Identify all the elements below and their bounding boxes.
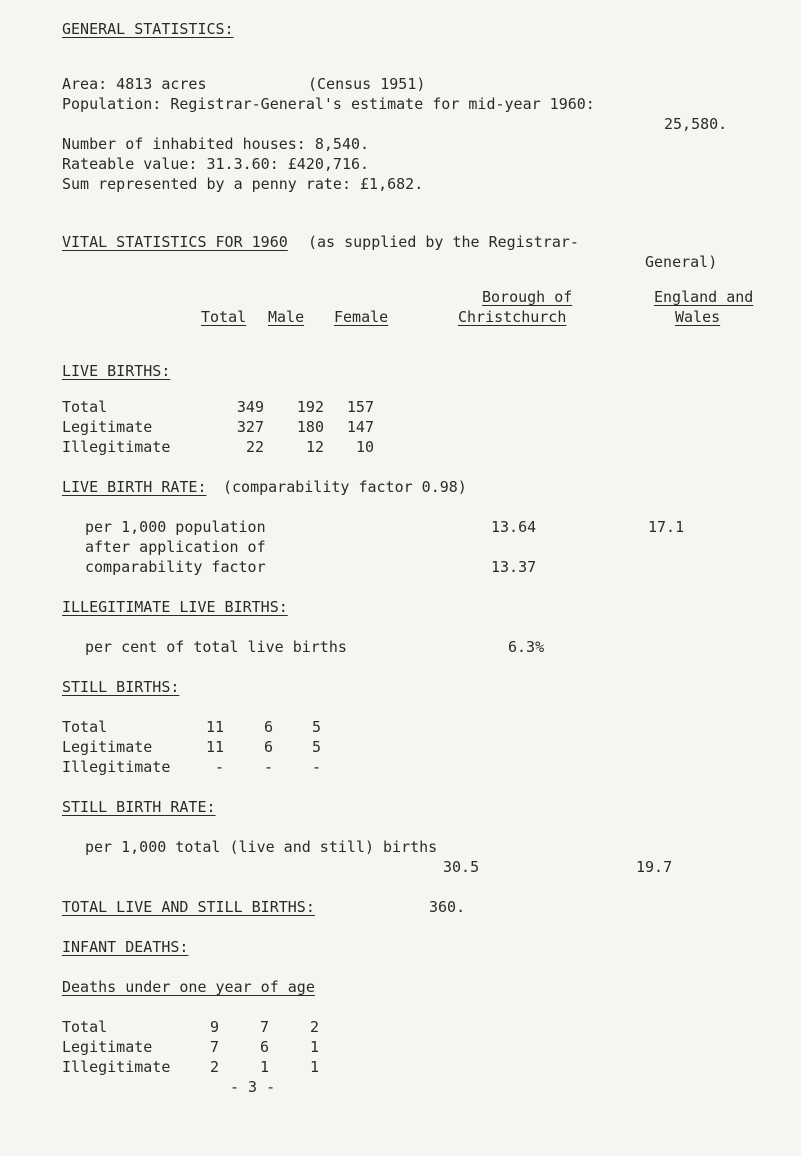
infant-deaths-heading: INFANT DEATHS:: [62, 938, 189, 956]
still-total-label: Total: [62, 718, 108, 736]
infant-illegit-female: 1: [309, 1058, 319, 1076]
still-total-male: 6: [263, 718, 273, 736]
infant-legit-label: Legitimate: [62, 1038, 153, 1056]
vital-heading: VITAL STATISTICS FOR 1960: [62, 233, 288, 251]
live-illegit-total: 22: [245, 438, 264, 456]
live-illegit-female: 10: [355, 438, 374, 456]
live-legit-male: 180: [296, 418, 324, 436]
houses-line: Number of inhabited houses: 8,540.: [62, 135, 370, 153]
still-total-total: 11: [205, 718, 224, 736]
live-total-male: 192: [296, 398, 324, 416]
vital-note-2: General): [645, 253, 718, 271]
still-illegit-total: -: [214, 758, 224, 776]
infant-total-female: 2: [309, 1018, 319, 1036]
lbr-borough-3: 13.37: [491, 558, 537, 576]
sbr-borough: 30.5: [443, 858, 480, 876]
live-illegit-label: Illegitimate: [62, 438, 171, 456]
total-births-value: 360.: [429, 898, 466, 916]
live-births-heading: LIVE BIRTHS:: [62, 362, 171, 380]
live-legit-total: 327: [236, 418, 264, 436]
infant-total-male: 7: [259, 1018, 269, 1036]
sbr-england: 19.7: [636, 858, 673, 876]
rateable-line: Rateable value: 31.3.60: £420,716.: [62, 155, 370, 173]
still-legit-female: 5: [311, 738, 321, 756]
penny-rate-line: Sum represented by a penny rate: £1,682.: [62, 175, 424, 193]
lbr-line1: per 1,000 population: [85, 518, 266, 536]
lbr-borough-1: 13.64: [491, 518, 537, 536]
census-note: (Census 1951): [308, 75, 426, 93]
still-births-heading: STILL BIRTHS:: [62, 678, 180, 696]
illegit-value: 6.3%: [508, 638, 545, 656]
still-total-female: 5: [311, 718, 321, 736]
still-illegit-label: Illegitimate: [62, 758, 171, 776]
vital-note-1: (as supplied by the Registrar-: [308, 233, 579, 251]
still-birth-rate-heading: STILL BIRTH RATE:: [62, 798, 216, 816]
general-heading: GENERAL STATISTICS:: [62, 20, 234, 38]
infant-illegit-label: Illegitimate: [62, 1058, 171, 1076]
lbr-line2: after application of: [85, 538, 266, 556]
still-legit-label: Legitimate: [62, 738, 153, 756]
still-illegit-male: -: [263, 758, 273, 776]
live-legit-label: Legitimate: [62, 418, 153, 436]
lbr-line3: comparability factor: [85, 558, 266, 576]
area-line: Area: 4813 acres: [62, 75, 207, 93]
col-borough-2: Christchurch: [458, 308, 567, 326]
infant-illegit-total: 2: [209, 1058, 219, 1076]
col-male: Male: [268, 308, 305, 326]
live-illegit-male: 12: [305, 438, 324, 456]
infant-legit-male: 6: [259, 1038, 269, 1056]
infant-deaths-subheading: Deaths under one year of age: [62, 978, 315, 996]
live-total-label: Total: [62, 398, 108, 416]
live-birth-rate-heading: LIVE BIRTH RATE:: [62, 478, 207, 496]
sbr-line: per 1,000 total (live and still) births: [85, 838, 438, 856]
infant-illegit-male: 1: [259, 1058, 269, 1076]
live-total-female: 157: [346, 398, 374, 416]
col-borough-1: Borough of: [482, 288, 573, 306]
infant-legit-female: 1: [309, 1038, 319, 1056]
illegit-line: per cent of total live births: [85, 638, 347, 656]
col-england-1: England and: [654, 288, 754, 306]
page-number: - 3 -: [230, 1078, 276, 1096]
illegit-heading: ILLEGITIMATE LIVE BIRTHS:: [62, 598, 288, 616]
live-legit-female: 147: [346, 418, 374, 436]
infant-total-label: Total: [62, 1018, 108, 1036]
total-births-label: TOTAL LIVE AND STILL BIRTHS:: [62, 898, 315, 916]
population-line: Population: Registrar-General's estimate for mid-year 1960:: [62, 95, 595, 113]
col-england-2: Wales: [675, 308, 721, 326]
still-legit-total: 11: [205, 738, 224, 756]
infant-legit-total: 7: [209, 1038, 219, 1056]
population-value: 25,580.: [664, 115, 728, 133]
col-total: Total: [201, 308, 247, 326]
still-illegit-female: -: [311, 758, 321, 776]
comparability-note: (comparability factor 0.98): [223, 478, 467, 496]
live-total-total: 349: [236, 398, 264, 416]
col-female: Female: [334, 308, 389, 326]
lbr-england-1: 17.1: [648, 518, 685, 536]
infant-total-total: 9: [209, 1018, 219, 1036]
still-legit-male: 6: [263, 738, 273, 756]
